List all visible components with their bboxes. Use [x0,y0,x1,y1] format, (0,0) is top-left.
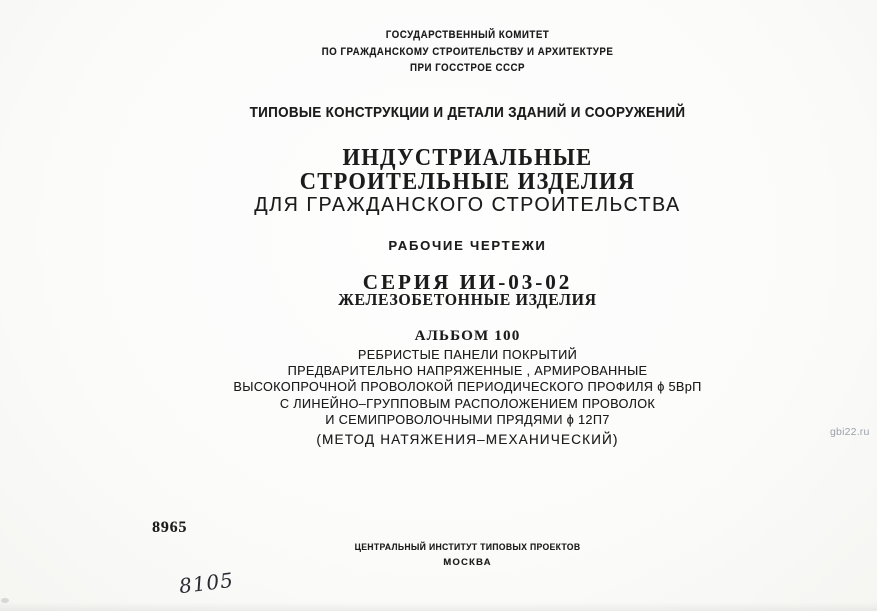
album-description-line: ВЫСОКОПРОЧНОЙ ПРОВОЛОКОЙ ПЕРИОДИЧЕСКОГО ПРОФИЛЯ ϕ 5ВрП [233,379,702,394]
scan-smudge [1,598,9,603]
series-name: ЖЕЛЕЗОБЕТОННЫЕ ИЗДЕЛИЯ [338,290,597,309]
album-description-line: И СЕМИПРОВОЛОЧНЫМИ ПРЯДЯМИ ϕ 12П7 [325,411,610,427]
album-number: АЛЬБОМ 100 [414,328,521,344]
handwritten-inventory-number: 8105 [177,567,236,599]
org-committee-line-1: ГОСУДАРСТВЕННЫЙ КОМИТЕТ [385,29,550,41]
main-title-line-3: ДЛЯ ГРАЖДАНСКОГО СТРОИТЕЛЬСТВА [254,194,681,216]
main-title-line-1: ИНДУСТРИАЛЬНЫЕ [342,145,593,171]
scan-edge-shadow [0,602,877,611]
site-watermark: gbi22.ru [830,426,870,438]
tension-method-note: (МЕТОД НАТЯЖЕНИЯ–МЕХАНИЧЕСКИЙ) [316,432,619,447]
main-title-line-2: СТРОИТЕЛЬНЫЕ ИЗДЕЛИЯ [299,169,636,195]
album-description-line: С ЛИНЕЙНО–ГРУППОВЫМ РАСПОЛОЖЕНИЕМ ПРОВОЛОК [279,395,656,411]
album-description-line: ПРЕДВАРИТЕЛЬНО НАПРЯЖЕННЫЕ , АРМИРОВАННЫЕ [287,363,648,378]
org-committee-line-3: ПРИ ГОССТРОЕ СССР [409,62,526,74]
series-number: СЕРИЯ ИИ-03-02 [362,270,573,294]
album-description-line: РЕБРИСТЫЕ ПАНЕЛИ ПОКРЫТИЙ [357,347,578,362]
institute-name: ЦЕНТРАЛЬНЫЙ ИНСТИТУТ ТИПОВЫХ ПРОЕКТОВ [354,542,581,552]
series-banner-title: ТИПОВЫЕ КОНСТРУКЦИИ И ДЕТАЛИ ЗДАНИЙ И СООРУЖЕНИЙ [249,105,686,121]
working-drawings-label: РАБОЧИЕ ЧЕРТЕЖИ [388,238,547,253]
institute-city: МОСКВА [443,557,492,568]
order-number: 8965 [152,519,188,536]
org-committee-line-2: ПО ГРАЖДАНСКОМУ СТРОИТЕЛЬСТВУ И АРХИТЕКТУРЕ [321,46,614,58]
